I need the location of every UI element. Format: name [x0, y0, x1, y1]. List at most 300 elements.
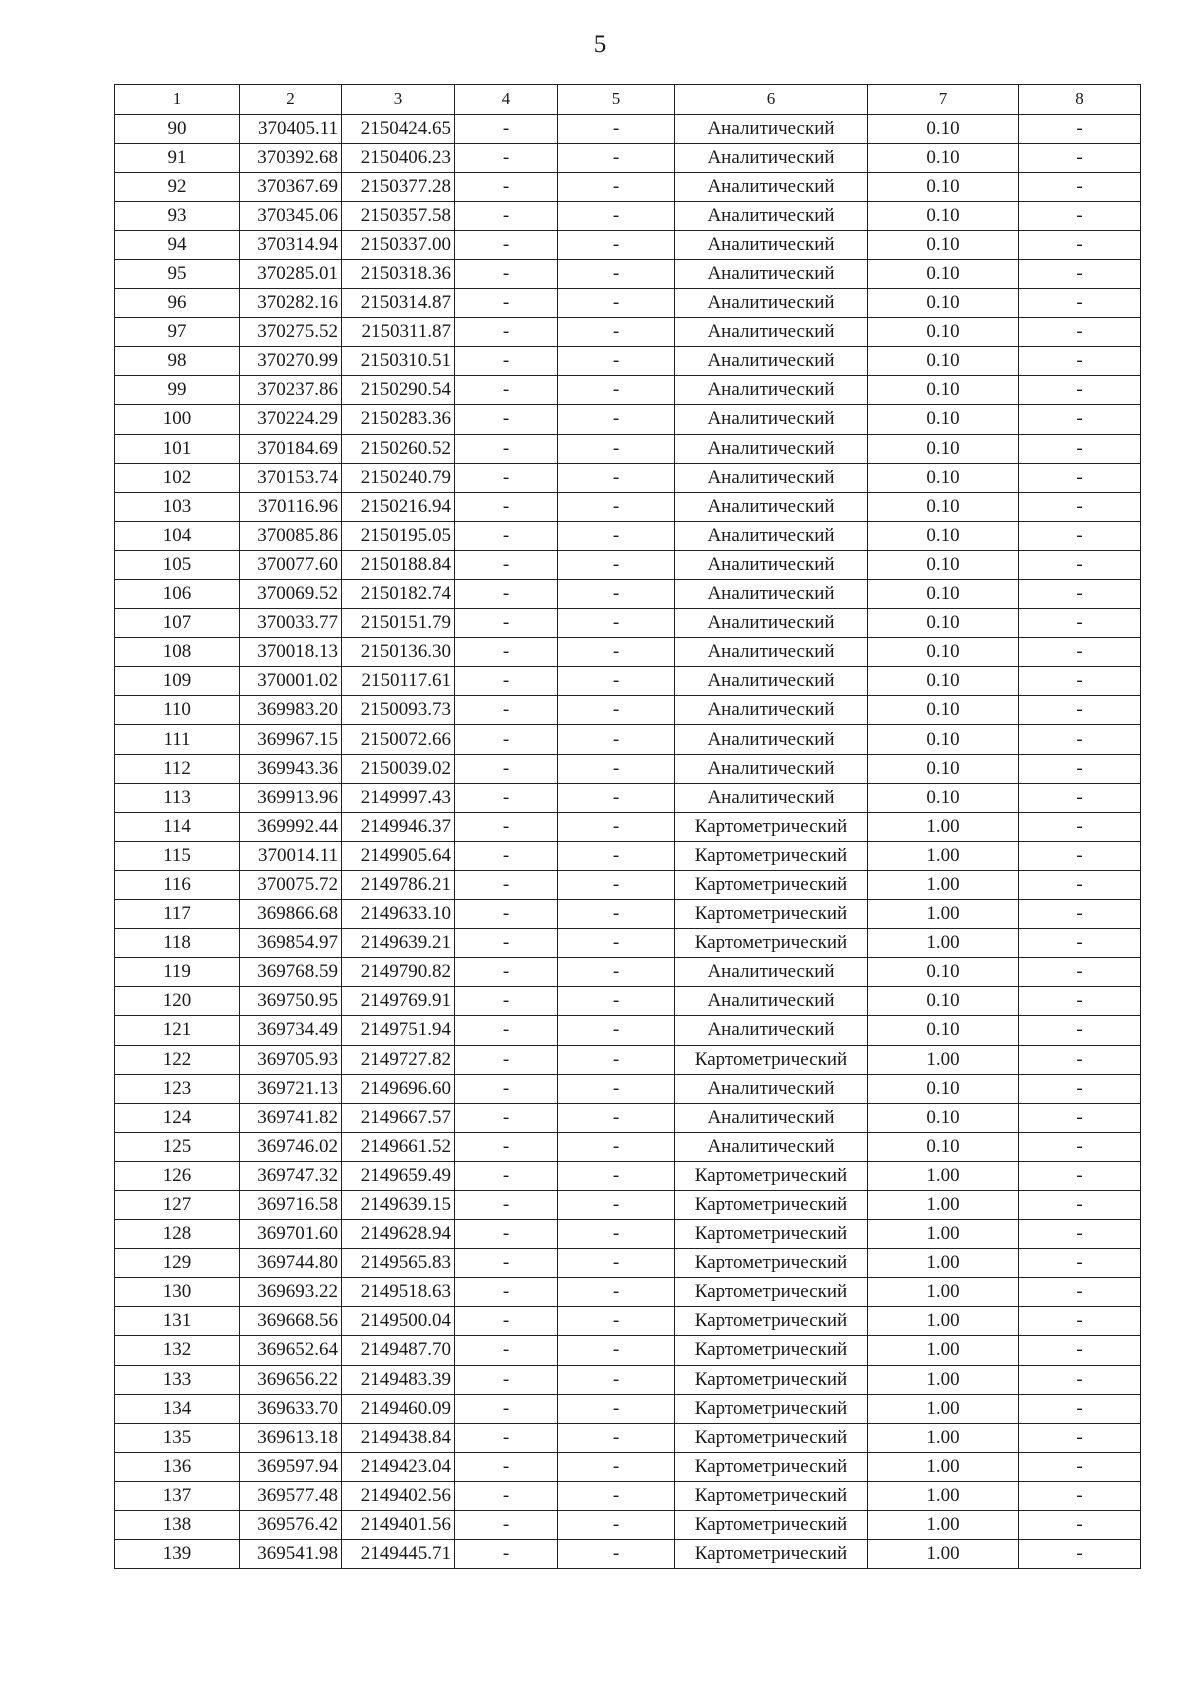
table-cell: 1.00 [868, 1190, 1019, 1219]
table-cell: 133 [115, 1365, 240, 1394]
table-cell: - [558, 1132, 675, 1161]
table-cell: Аналитический [675, 259, 868, 288]
table-cell: - [558, 580, 675, 609]
table-cell: - [558, 1016, 675, 1045]
table-cell: 369750.95 [240, 987, 342, 1016]
table-row [115, 987, 1141, 1016]
table-row [115, 259, 1141, 288]
table-cell: 0.10 [868, 987, 1019, 1016]
table-cell: - [558, 521, 675, 550]
table-cell: 112 [115, 754, 240, 783]
table-cell: 2149500.04 [342, 1307, 455, 1336]
table-cell: - [1019, 376, 1141, 405]
table-cell: 2149786.21 [342, 870, 455, 899]
table-body [115, 114, 1141, 1569]
table-cell: 2150424.65 [342, 114, 455, 143]
table-cell: Аналитический [675, 434, 868, 463]
table-cell: 1.00 [868, 1336, 1019, 1365]
table-cell: 117 [115, 900, 240, 929]
table-cell: 129 [115, 1249, 240, 1278]
table-cell: 370285.01 [240, 259, 342, 288]
table-cell: 1.00 [868, 900, 1019, 929]
table-cell: 2149628.94 [342, 1220, 455, 1249]
table-cell: - [558, 1394, 675, 1423]
table-cell: - [455, 1307, 558, 1336]
table-cell: - [558, 725, 675, 754]
table-cell: Картометрический [675, 1481, 868, 1510]
table-cell: 369854.97 [240, 929, 342, 958]
table-row [115, 289, 1141, 318]
table-cell: Аналитический [675, 696, 868, 725]
column-header: 4 [455, 85, 558, 115]
table-row [115, 667, 1141, 696]
table-cell: - [1019, 987, 1141, 1016]
table-cell: Аналитический [675, 376, 868, 405]
table-cell: - [558, 1336, 675, 1365]
table-cell: Аналитический [675, 289, 868, 318]
table-cell: - [1019, 347, 1141, 376]
table-cell: - [558, 1540, 675, 1569]
table-cell: 0.10 [868, 143, 1019, 172]
table-cell: 370001.02 [240, 667, 342, 696]
table-row [115, 1132, 1141, 1161]
table-row [115, 1161, 1141, 1190]
table-cell: - [558, 1511, 675, 1540]
table-cell: - [1019, 1161, 1141, 1190]
table-cell: 1.00 [868, 1220, 1019, 1249]
table-cell: 370033.77 [240, 609, 342, 638]
table-row [115, 1103, 1141, 1132]
table-cell: - [1019, 114, 1141, 143]
table-cell: 369967.15 [240, 725, 342, 754]
table-cell: 370224.29 [240, 405, 342, 434]
table-row [115, 958, 1141, 987]
table-cell: - [1019, 929, 1141, 958]
table-cell: - [455, 1074, 558, 1103]
table-row [115, 1336, 1141, 1365]
table-cell: 369866.68 [240, 900, 342, 929]
table-cell: 2149445.71 [342, 1540, 455, 1569]
table-cell: 90 [115, 114, 240, 143]
table-cell: 0.10 [868, 405, 1019, 434]
table-cell: - [1019, 1249, 1141, 1278]
table-cell: 97 [115, 318, 240, 347]
table-cell: 369744.80 [240, 1249, 342, 1278]
table-cell: - [455, 405, 558, 434]
table-cell: - [455, 1336, 558, 1365]
table-cell: - [1019, 1016, 1141, 1045]
table-cell: - [455, 667, 558, 696]
table-cell: 118 [115, 929, 240, 958]
table-cell: 99 [115, 376, 240, 405]
table-cell: Аналитический [675, 230, 868, 259]
table-cell: - [558, 900, 675, 929]
table-cell: 1.00 [868, 1278, 1019, 1307]
table-row [115, 1481, 1141, 1510]
table-cell: 0.10 [868, 463, 1019, 492]
table-cell: - [1019, 870, 1141, 899]
table-cell: - [455, 929, 558, 958]
table-cell: 2150117.61 [342, 667, 455, 696]
table-cell: Аналитический [675, 580, 868, 609]
table-cell: Картометрический [675, 1423, 868, 1452]
table-cell: - [455, 580, 558, 609]
table-cell: - [558, 492, 675, 521]
table-cell: 370392.68 [240, 143, 342, 172]
table-cell: 2150260.52 [342, 434, 455, 463]
table-cell: Картометрический [675, 1220, 868, 1249]
table-cell: Картометрический [675, 900, 868, 929]
table-cell: 0.10 [868, 725, 1019, 754]
table-cell: Аналитический [675, 638, 868, 667]
table-cell: 2150039.02 [342, 754, 455, 783]
table-row [115, 347, 1141, 376]
table-cell: - [1019, 696, 1141, 725]
table-cell: Аналитический [675, 521, 868, 550]
table-cell: Картометрический [675, 1307, 868, 1336]
table-cell: Аналитический [675, 1074, 868, 1103]
table-cell: 2149790.82 [342, 958, 455, 987]
table-cell: 369746.02 [240, 1132, 342, 1161]
coordinates-table [114, 84, 1141, 1569]
table-cell: - [1019, 1132, 1141, 1161]
table-row [115, 463, 1141, 492]
table-cell: 106 [115, 580, 240, 609]
table-row [115, 870, 1141, 899]
table-cell: 0.10 [868, 550, 1019, 579]
table-cell: - [1019, 1365, 1141, 1394]
table-cell: Аналитический [675, 783, 868, 812]
table-row [115, 1423, 1141, 1452]
table-row [115, 638, 1141, 667]
table-cell: Аналитический [675, 201, 868, 230]
table-row [115, 1307, 1141, 1336]
table-cell: 91 [115, 143, 240, 172]
table-cell: 134 [115, 1394, 240, 1423]
table-cell: - [1019, 201, 1141, 230]
table-cell: 107 [115, 609, 240, 638]
table-cell: - [558, 1045, 675, 1074]
table-cell: Аналитический [675, 492, 868, 521]
table-cell: 369983.20 [240, 696, 342, 725]
table-cell: 113 [115, 783, 240, 812]
table-cell: - [558, 987, 675, 1016]
table-cell: 2149667.57 [342, 1103, 455, 1132]
table-cell: Картометрический [675, 1045, 868, 1074]
table-cell: - [558, 870, 675, 899]
table-cell: 0.10 [868, 289, 1019, 318]
table-cell: - [558, 434, 675, 463]
table-cell: Картометрический [675, 870, 868, 899]
table-cell: - [558, 1074, 675, 1103]
table-row [115, 1278, 1141, 1307]
table-cell: - [1019, 405, 1141, 434]
table-cell: Картометрический [675, 929, 868, 958]
table-cell: - [455, 1452, 558, 1481]
table-cell: 1.00 [868, 1394, 1019, 1423]
table-row [115, 550, 1141, 579]
table-cell: - [455, 289, 558, 318]
table-cell: 109 [115, 667, 240, 696]
table-cell: 127 [115, 1190, 240, 1219]
table-header-row [115, 85, 1141, 115]
table-cell: 92 [115, 172, 240, 201]
table-cell: 0.10 [868, 318, 1019, 347]
table-cell: - [455, 1103, 558, 1132]
table-cell: 0.10 [868, 1103, 1019, 1132]
table-cell: Аналитический [675, 1132, 868, 1161]
table-cell: 95 [115, 259, 240, 288]
table-cell: 369768.59 [240, 958, 342, 987]
table-cell: 100 [115, 405, 240, 434]
table-cell: - [1019, 1220, 1141, 1249]
table-cell: 369668.56 [240, 1307, 342, 1336]
table-cell: Картометрический [675, 1511, 868, 1540]
table-cell: 2149769.91 [342, 987, 455, 1016]
table-row [115, 521, 1141, 550]
table-cell: 0.10 [868, 754, 1019, 783]
column-header: 3 [342, 85, 455, 115]
table-cell: 0.10 [868, 347, 1019, 376]
table-cell: 369613.18 [240, 1423, 342, 1452]
table-cell: - [558, 376, 675, 405]
table-cell: Аналитический [675, 987, 868, 1016]
table-cell: 2149751.94 [342, 1016, 455, 1045]
table-cell: - [558, 609, 675, 638]
table-cell: Аналитический [675, 1103, 868, 1132]
table-cell: - [455, 1132, 558, 1161]
table-cell: Картометрический [675, 1365, 868, 1394]
table-cell: 139 [115, 1540, 240, 1569]
table-cell: 128 [115, 1220, 240, 1249]
table-cell: 2149946.37 [342, 812, 455, 841]
table-cell: Аналитический [675, 143, 868, 172]
table-cell: 116 [115, 870, 240, 899]
table-cell: - [558, 143, 675, 172]
table-cell: - [558, 405, 675, 434]
table-row [115, 1394, 1141, 1423]
table-cell: - [1019, 1336, 1141, 1365]
table-cell: 1.00 [868, 1249, 1019, 1278]
table-cell: 370184.69 [240, 434, 342, 463]
table-row [115, 609, 1141, 638]
table-cell: - [455, 114, 558, 143]
table-cell: 2149483.39 [342, 1365, 455, 1394]
table-cell: - [455, 841, 558, 870]
table-cell: - [455, 725, 558, 754]
table-cell: 123 [115, 1074, 240, 1103]
table-cell: 370153.74 [240, 463, 342, 492]
table-cell: 1.00 [868, 1161, 1019, 1190]
table-cell: - [558, 463, 675, 492]
table-cell: 0.10 [868, 1016, 1019, 1045]
table-row [115, 230, 1141, 259]
table-cell: - [1019, 1394, 1141, 1423]
table-cell: - [1019, 725, 1141, 754]
table-cell: 1.00 [868, 1481, 1019, 1510]
table-cell: 2150290.54 [342, 376, 455, 405]
table-cell: 0.10 [868, 376, 1019, 405]
table-cell: 369705.93 [240, 1045, 342, 1074]
table-cell: 369716.58 [240, 1190, 342, 1219]
table-cell: 1.00 [868, 841, 1019, 870]
table-cell: 369721.13 [240, 1074, 342, 1103]
table-cell: - [558, 230, 675, 259]
table-cell: 94 [115, 230, 240, 259]
table-cell: 119 [115, 958, 240, 987]
table-cell: 1.00 [868, 1452, 1019, 1481]
table-cell: - [558, 1190, 675, 1219]
table-cell: 2150310.51 [342, 347, 455, 376]
table-cell: 102 [115, 463, 240, 492]
table-cell: - [558, 1307, 675, 1336]
table-cell: 370345.06 [240, 201, 342, 230]
table-cell: - [455, 1540, 558, 1569]
table-cell: 136 [115, 1452, 240, 1481]
table-cell: 0.10 [868, 230, 1019, 259]
table-cell: - [1019, 492, 1141, 521]
table-cell: - [558, 1161, 675, 1190]
table-cell: - [1019, 463, 1141, 492]
table-cell: 2150182.74 [342, 580, 455, 609]
table-row [115, 1365, 1141, 1394]
table-cell: - [558, 958, 675, 987]
table-cell: 2150377.28 [342, 172, 455, 201]
table-cell: 2150283.36 [342, 405, 455, 434]
table-cell: - [455, 638, 558, 667]
table-row [115, 1540, 1141, 1569]
table-cell: 1.00 [868, 812, 1019, 841]
table-cell: Картометрический [675, 812, 868, 841]
table-cell: - [1019, 550, 1141, 579]
table-cell: - [1019, 259, 1141, 288]
table-cell: 2149997.43 [342, 783, 455, 812]
table-cell: 2149639.21 [342, 929, 455, 958]
table-cell: 2149565.83 [342, 1249, 455, 1278]
table-row [115, 143, 1141, 172]
table-cell: 370314.94 [240, 230, 342, 259]
table-cell: - [1019, 812, 1141, 841]
table-cell: 124 [115, 1103, 240, 1132]
table-row [115, 1074, 1141, 1103]
table-cell: 108 [115, 638, 240, 667]
table-row [115, 783, 1141, 812]
table-row [115, 754, 1141, 783]
table-cell: 370367.69 [240, 172, 342, 201]
table-cell: Аналитический [675, 172, 868, 201]
table-cell: - [455, 870, 558, 899]
table-cell: - [1019, 1481, 1141, 1510]
table-cell: 369577.48 [240, 1481, 342, 1510]
table-row [115, 1220, 1141, 1249]
table-cell: - [1019, 580, 1141, 609]
table-cell: 2149487.70 [342, 1336, 455, 1365]
table-cell: 1.00 [868, 870, 1019, 899]
table-cell: - [558, 172, 675, 201]
table-cell: 370116.96 [240, 492, 342, 521]
table-cell: - [455, 521, 558, 550]
page-number: 5 [593, 31, 607, 58]
table-cell: 135 [115, 1423, 240, 1452]
table-cell: Картометрический [675, 1190, 868, 1219]
table-cell: - [455, 172, 558, 201]
table-cell: 98 [115, 347, 240, 376]
table-row [115, 1452, 1141, 1481]
table-row [115, 841, 1141, 870]
table-cell: Аналитический [675, 318, 868, 347]
table-cell: - [455, 900, 558, 929]
table-cell: 1.00 [868, 1307, 1019, 1336]
table-cell: 370405.11 [240, 114, 342, 143]
table-cell: Картометрический [675, 1161, 868, 1190]
table-cell: 103 [115, 492, 240, 521]
table-cell: 1.00 [868, 1045, 1019, 1074]
table-row [115, 114, 1141, 143]
column-header: 8 [1019, 85, 1141, 115]
table-cell: - [455, 492, 558, 521]
table-cell: - [455, 1161, 558, 1190]
table-cell: - [1019, 434, 1141, 463]
table-cell: 101 [115, 434, 240, 463]
table-cell: - [558, 783, 675, 812]
table-row [115, 1249, 1141, 1278]
table-cell: 370085.86 [240, 521, 342, 550]
table-cell: Аналитический [675, 1016, 868, 1045]
table-cell: Картометрический [675, 1336, 868, 1365]
table-cell: - [1019, 172, 1141, 201]
table-cell: 369992.44 [240, 812, 342, 841]
table-cell: 130 [115, 1278, 240, 1307]
table-cell: 0.10 [868, 1074, 1019, 1103]
table-cell: - [455, 1045, 558, 1074]
table-cell: 369943.36 [240, 754, 342, 783]
table-cell: 105 [115, 550, 240, 579]
table-cell: - [1019, 289, 1141, 318]
table-cell: 0.10 [868, 259, 1019, 288]
table-cell: - [1019, 1074, 1141, 1103]
table-cell: 369734.49 [240, 1016, 342, 1045]
table-cell: - [558, 1278, 675, 1307]
table-cell: 0.10 [868, 114, 1019, 143]
table-cell: 370014.11 [240, 841, 342, 870]
table-cell: 125 [115, 1132, 240, 1161]
table-cell: - [455, 318, 558, 347]
table-cell: - [558, 114, 675, 143]
table-cell: 2149696.60 [342, 1074, 455, 1103]
table-cell: - [455, 434, 558, 463]
table-cell: - [558, 754, 675, 783]
table-cell: 138 [115, 1511, 240, 1540]
table-cell: - [455, 1249, 558, 1278]
table-cell: - [558, 259, 675, 288]
table-cell: - [455, 812, 558, 841]
table-cell: 1.00 [868, 1540, 1019, 1569]
table-cell: - [558, 347, 675, 376]
table-cell: 370077.60 [240, 550, 342, 579]
table-cell: 2149661.52 [342, 1132, 455, 1161]
table-cell: - [455, 230, 558, 259]
table-cell: Аналитический [675, 405, 868, 434]
table-cell: - [558, 201, 675, 230]
table-cell: 369576.42 [240, 1511, 342, 1540]
table-cell: - [455, 609, 558, 638]
table-cell: - [1019, 521, 1141, 550]
table-row [115, 172, 1141, 201]
column-header: 7 [868, 85, 1019, 115]
table-cell: 2150195.05 [342, 521, 455, 550]
table-cell: - [455, 347, 558, 376]
table-cell: 2149402.56 [342, 1481, 455, 1510]
